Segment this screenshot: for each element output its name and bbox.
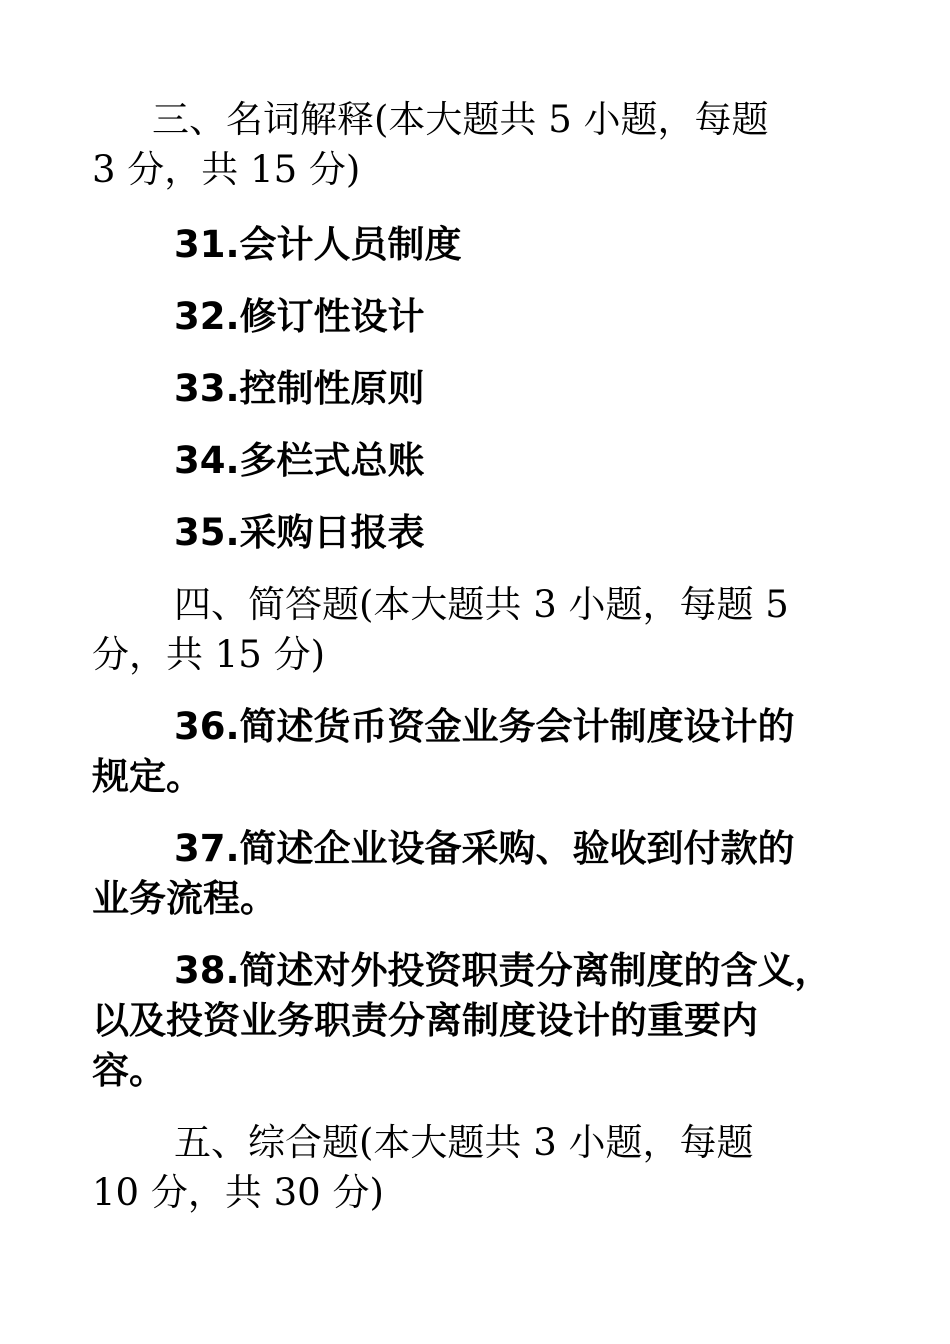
term-item: 34.多栏式总账 — [174, 439, 425, 482]
section-heading-comprehensive — [92, 1118, 862, 1218]
section-heading-line: 四、简答题(本大题共 3 小题，每题 5 — [174, 583, 789, 626]
section-heading-line: 三、名词解释(本大题共 5 小题，每题 — [152, 98, 769, 141]
section-heading-line: 五、综合题(本大题共 3 小题，每题 — [174, 1121, 754, 1164]
question-line: 36.简述货币资金业务会计制度设计的 — [174, 705, 795, 748]
question-item — [92, 824, 862, 924]
section-heading-short-answer — [92, 580, 862, 680]
question-line: 以及投资业务职责分离制度设计的重要内 — [92, 999, 758, 1042]
term-item: 35.采购日报表 — [174, 511, 425, 554]
question-item — [92, 702, 862, 802]
term-item: 31.会计人员制度 — [174, 223, 462, 266]
term-item: 33.控制性原则 — [174, 367, 425, 410]
question-line: 容。 — [92, 1049, 166, 1092]
question-line: 38.简述对外投资职责分离制度的含义， — [174, 949, 832, 992]
section-heading-line: 分，共 15 分) — [92, 633, 326, 676]
question-line: 规定。 — [92, 755, 203, 798]
section-heading-line: 3 分，共 15 分) — [92, 148, 361, 191]
term-item: 32.修订性设计 — [174, 295, 425, 338]
section-heading-line: 10 分，共 30 分) — [92, 1171, 384, 1214]
document-page — [92, 95, 862, 1218]
question-line: 37.简述企业设备采购、验收到付款的 — [174, 827, 795, 870]
section-heading-terms — [92, 95, 862, 195]
question-line: 业务流程。 — [92, 877, 277, 920]
question-item — [92, 946, 862, 1096]
